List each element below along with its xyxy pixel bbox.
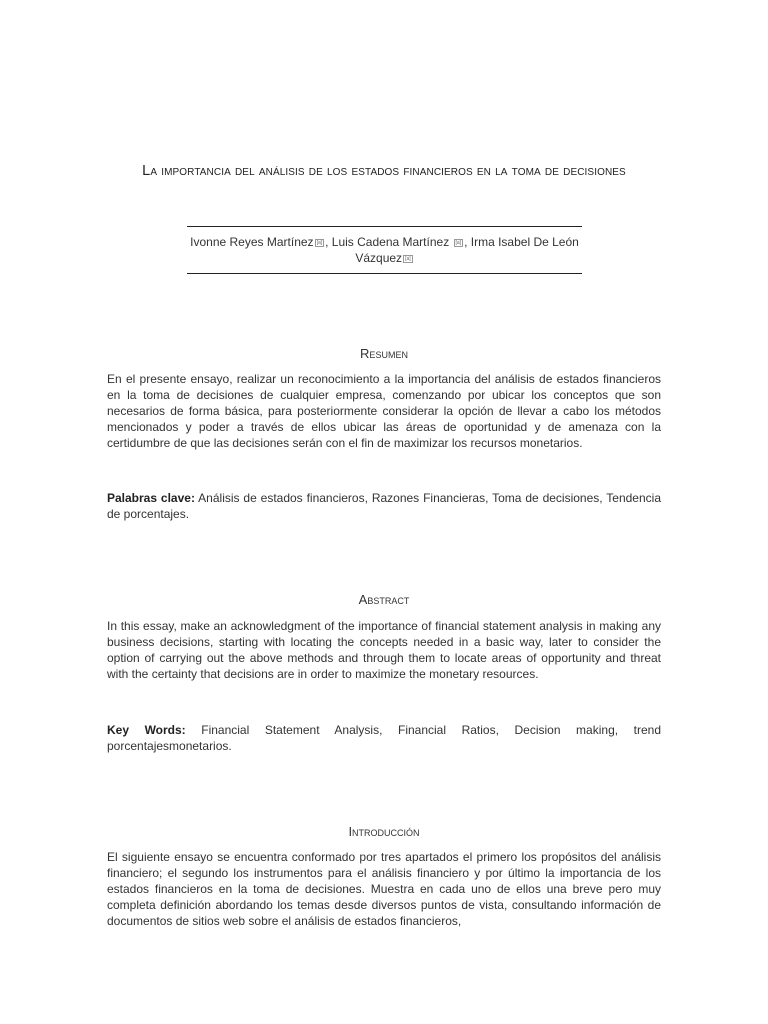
- title-rule-bottom: [187, 273, 582, 274]
- author-ref-icon[interactable]: [a]: [455, 240, 462, 246]
- resumen-heading: Resumen: [360, 346, 408, 361]
- author-name: , Irma Isabel De León Vázquez: [355, 235, 579, 265]
- abstract-keywords: [107, 722, 661, 754]
- resumen-keywords: [107, 490, 661, 522]
- paper-title: La importancia del análisis de los estados financieros en la toma de decisiones: [142, 163, 626, 179]
- keywords-text: Análisis de estados financieros, Razones Financieras, Toma de decisiones, Tendencia de porcentajes.: [107, 491, 661, 521]
- resumen-body: En el presente ensayo, realizar un reconocimiento a la importancia del análisis de estados financieros en la toma de decisiones de cualquier empresa, comenzando por ubicar los conceptos que son necesarios de forma básica, para posteriormente considerar la opción de llevar a cabo los métodos mencionados y poder a través de ellos ubicar las áreas de oportunidad y de amenaza con la certidumbre de que las decisiones serán con el fin de maximizar los recursos monetarios.: [107, 372, 661, 450]
- keywords-text: Financial Statement Analysis, Financial Ratios, Decision making, trend porcentajesmonetarios.: [107, 723, 661, 753]
- author-name: , Luis Cadena Martínez: [325, 235, 453, 249]
- abstract-body: In this essay, make an acknowledgment of the importance of financial statement analysis in making any business decisions, starting with locating the concepts needed in a basic way, later to consider the option of carrying out the above methods and through them to locate areas of opportunity and threat with the certainty that decisions are in order to maximize the monetary resources.: [107, 619, 661, 681]
- author-ref-icon[interactable]: [a]: [405, 256, 411, 262]
- abstract-heading: Abstract: [358, 592, 410, 607]
- author-list: [187, 234, 582, 266]
- introduccion-body: El siguiente ensayo se encuentra conformado por tres apartados el primero los propósitos del análisis financiero; el segundo los instrumentos para el análisis financiero y por último la importancia de los estados financieros en la toma de decisiones. Muestra en cada uno de ellos una breve pero muy completa definición abordando los temas desde diversos puntos de vista, consultando información de documentos de sitios web sobre el análisis de estados financieros,: [107, 850, 661, 928]
- introduccion-heading: Introducción: [348, 824, 420, 839]
- author-ref-icon[interactable]: [a]: [316, 240, 323, 246]
- keywords-label: Palabras clave:: [107, 491, 195, 505]
- keywords-label: Key Words:: [107, 723, 186, 737]
- author-name: Ivonne Reyes Martínez: [190, 235, 314, 249]
- title-rule-top: [187, 226, 582, 227]
